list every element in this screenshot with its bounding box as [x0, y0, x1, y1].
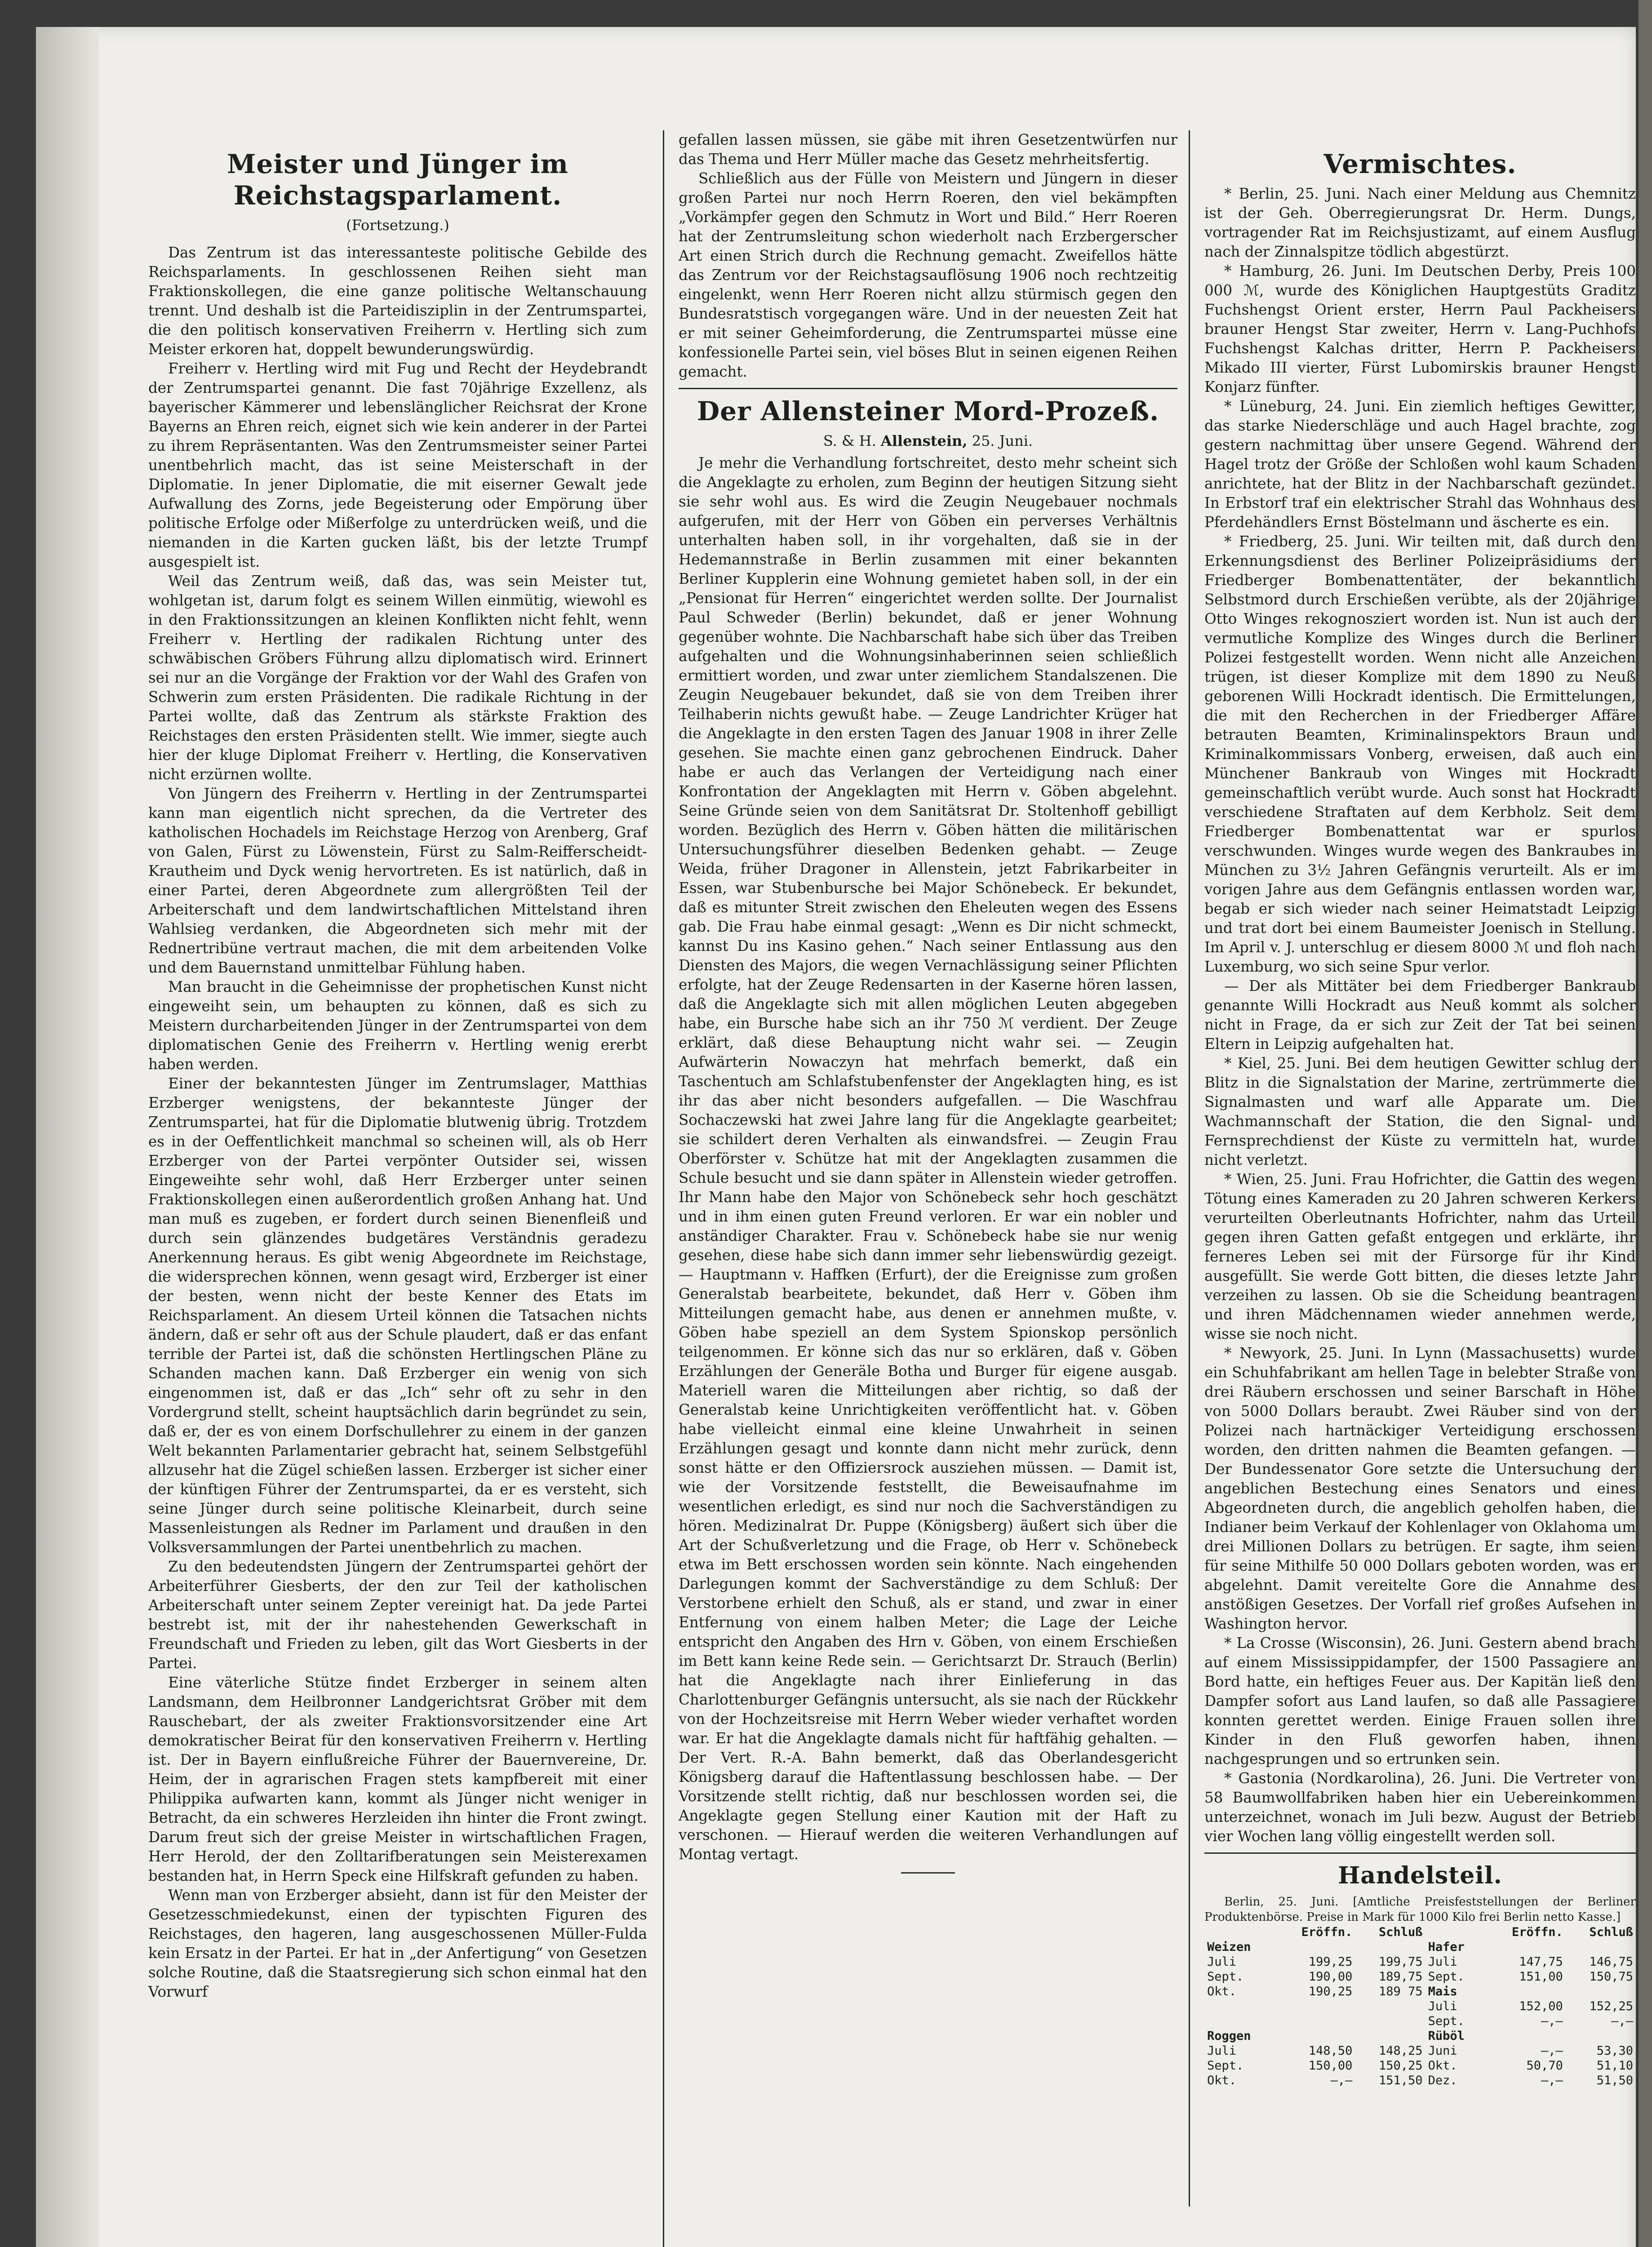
month-label: Sept.: [1428, 2014, 1465, 2028]
newspaper-page: [36, 27, 1636, 2247]
col-header-schluss: Schluß: [1379, 1925, 1423, 1939]
page-edge: [1639, 0, 1652, 2247]
month-label: Okt.: [1207, 2074, 1237, 2087]
paragraph: Weil das Zentrum weiß, daß das, was sein Meister tut, wohlgetan ist, darum folgt es seinem Willen einmütig, wiewohl es in den Fraktionssitzungen an kleinen Konflikten nicht fehlt, wenn Freiherr v. Hertling der radikalen Richtung unter des schwäbischen Gröbers Führung allzu diplomatisch wird. Erinnert sei nur an die Vorgänge der Fraktion vor der Wahl des Grafen von Schwerin zum ersten Präsidenten. Die radikale Richtung in der Partei wollte, daß das Zentrum als stärkste Fraktion des Reichstages den ersten Präsidenten stellt. Wie immer, siegte auch hier der kluge Diplomat Freiherr v. Hertling, die Konservativen nicht erzürnen wollte.: [148, 573, 647, 783]
price-close: [1355, 1999, 1425, 2014]
month-label: Juli: [1428, 1999, 1457, 2013]
article-subtitle: (Fortsetzung.): [346, 217, 449, 234]
col-header-eroeffn: Eröffn.: [1512, 1925, 1563, 1939]
market-row: [1204, 1940, 1636, 1954]
price-open: [1485, 1940, 1566, 1954]
news-item: * Kiel, 25. Juni. Bei dem heutigen Gewitter schlug der Blitz in die Signalstation der Marine, zertrümmerte die Signalmasten und warf alle Apparate um. Die Wachmannschaft der Station, die den Signal- und Fernsprechdienst der Küste zu vermitteln hat, wurde nicht verletzt.: [1204, 1055, 1636, 1168]
price-close: [1566, 2029, 1636, 2043]
month-label: Juli: [1428, 1955, 1457, 1969]
price-open: [1275, 1940, 1355, 1954]
price-close: 53,30: [1596, 2044, 1633, 2058]
month-label: Sept.: [1207, 1970, 1244, 1984]
price-open: —,—: [1330, 2074, 1353, 2087]
price-open: 148,50: [1308, 2044, 1353, 2058]
market-row: [1204, 2058, 1636, 2073]
paragraph: Man braucht in die Geheimnisse der prophetischen Kunst nicht eingeweiht sein, um behaupten zu können, daß es sich zu Meistern durcharbeitenden Jünger in der Zentrumspartei von dem diplomatischen Genie des Freiherrn v. Hertling wenig ererbt haben werden.: [148, 978, 647, 1073]
market-header-row: [1204, 1925, 1636, 1940]
market-row: [1204, 2043, 1636, 2058]
market-table: [1204, 1925, 1636, 2088]
end-rule: [901, 1872, 955, 1874]
column-2: [679, 130, 1177, 1882]
news-item: * Lüneburg, 24. Juni. Ein ziemlich heftiges Gewitter, das starke Niederschläge und auch Hagel brachte, zog gestern nachmittag über unsere Gegend. Während der Hagel trotz der Größe der Schloßen wohl kaum Schaden anrichtete, hat der Blitz in der Nachbarschaft gezündet. In Erbstorf traf ein elektrischer Strahl das Wohnhaus des Pferdehändlers Ernst Böstelmann und äscherte es ein.: [1204, 398, 1636, 531]
month-label: Okt.: [1428, 2059, 1457, 2073]
price-open: [1275, 2014, 1355, 2029]
market-row: [1204, 1954, 1636, 1969]
section-separator: [1204, 1852, 1636, 1854]
price-close: [1566, 1940, 1636, 1954]
market-headline: Handelsteil.: [1338, 1862, 1502, 1889]
article-headline-meister: Meister und Jünger im Reichstagsparlament.: [227, 149, 568, 211]
commodity-label: Mais: [1428, 1985, 1457, 1998]
month-label: Sept.: [1428, 1970, 1465, 1984]
market-row: [1204, 2014, 1636, 2029]
dateline-agency: S. & H.: [823, 432, 876, 449]
col-header-schluss: Schluß: [1589, 1925, 1633, 1939]
price-close: 148,25: [1379, 2044, 1423, 2058]
price-close: [1355, 1940, 1425, 1954]
price-open: [1275, 1999, 1355, 2014]
price-close: 150,75: [1589, 1970, 1633, 1984]
article-headline-vermischtes: Vermischtes.: [1323, 149, 1517, 179]
price-close: 51,10: [1596, 2059, 1633, 2073]
month-label: Sept.: [1207, 2059, 1244, 2073]
paragraph: Schließlich aus der Fülle von Meistern und Jüngern in dieser großen Partei nur noch Herrn Roeren, den viel bekämpften „Vorkämpfer gegen den Schmutz in Wort und Bild.“ Herr Roeren hat der Zentrumsleitung schon wiederholt nach Erzbergerscher Art einen Strich durch die Rechnung gemacht. Zweifellos hätte das Zentrum vor der Reichstagsauflösung 1906 noch rechtzeitig eingelenkt, wenn Herr Roeren nicht allzu stürmisch gegen den Bundesratstisch vorgegangen wäre. Und in der neuesten Zeit hat er mit seiner Geheimforderung, die Zentrumspartei müsse eine konfessionelle Partei sein, viel böses Blut in seinen eigenen Reihen gemacht.: [679, 170, 1177, 380]
price-close: 146,75: [1589, 1955, 1633, 1969]
price-open: 151,00: [1519, 1970, 1563, 1984]
news-item: * Wien, 25. Juni. Frau Hofrichter, die Gattin des wegen Tötung eines Kameraden zu 20 Jahren schweren Kerkers verurteilten Oberleutnants Hofrichter, nahm das Urteil gegen ihren Gatten gefaßt entgegen und erklärte, ihr ferneres Leben sei mit der Fürsorge für ihr Kind ausgefüllt. Sie werde Gott bitten, die dieses letzte Jahr verzeihen zu lassen. Ob sie die Scheidung beantragen und ihren Mädchennamen wieder annehmen werde, wisse sie noch nicht.: [1204, 1171, 1636, 1342]
news-item: * La Crosse (Wisconsin), 26. Juni. Gestern abend brach auf einem Mississippidampfer, der 1500 Passagiere an Bord hatte, ein heftiges Feuer aus. Der Kapitän ließ den Dampfer sofort aus Land laufen, so daß alle Passagiere konnten gerettet werden. Einige Frauen sollen ihre Kinder in den Fluß geworfen haben, ihnen nachgesprungen und so ertrunken sein.: [1204, 1634, 1636, 1767]
price-open: 50,70: [1526, 2059, 1563, 2073]
market-intro: Berlin, 25. Juni. [Amtliche Preisfeststellungen der Berliner Produktenbörse. Preise in Mark für 1000 Kilo frei Berlin netto Kasse.]: [1204, 1895, 1636, 1924]
commodity-label: Weizen: [1207, 1940, 1251, 1954]
price-open: —,—: [1541, 2044, 1563, 2058]
paragraph: gefallen lassen müssen, sie gäbe mit ihren Gesetzentwürfen nur das Thema und Herr Müller mache das Gesetz mehrheitsfertig.: [679, 131, 1177, 168]
month-label: Juli: [1207, 2044, 1237, 2058]
commodity-label: Roggen: [1207, 2029, 1251, 2043]
month-label: [1204, 2014, 1275, 2029]
dateline-place: Allenstein,: [880, 432, 968, 449]
market-row: [1204, 1999, 1636, 2014]
news-item: * Gastonia (Nordkarolina), 26. Juni. Die Vertreter von 58 Baumwollfabriken haben hier ein Uebereinkommen unterzeichnet, wonach im Juli bezw. August der Betrieb vier Wochen lang völlig eingestellt werden soll.: [1204, 1770, 1636, 1845]
price-close: —,—: [1611, 2014, 1633, 2028]
paragraph: Wenn man von Erzberger absieht, dann ist für den Meister der Gesetzesschmiedekunst, einen der typischten Figuren des Reichstages, den hageren, lang ausgeschossenen Müller-Fulda kein Ersatz in der Partei. Er hat in „der Anfertigung“ von Gesetzen solche Routine, daß die Staatsregierung sich schon einmal hat den Vorwurf: [148, 1887, 647, 2000]
price-close: [1355, 2014, 1425, 2029]
column-rule: [663, 130, 664, 2247]
news-item: * Berlin, 25. Juni. Nach einer Meldung aus Chemnitz ist der Geh. Oberregierungsrat Dr. Herm. Dungs, vortragender Rat im Reichsjustizamt, auf einem Ausflug nach der Zinnalspitze tödlich abgestürzt.: [1204, 185, 1636, 260]
price-open: [1485, 1984, 1566, 1999]
paragraph: Einer der bekanntesten Jünger im Zentrumslager, Matthias Erzberger wenigstens, der bekannteste Jünger der Zentrumspartei, hat für die Diplomatie blutwenig übrig. Trotzdem es in der Oeffentlichkeit manchmal so scheinen will, als ob Herr Erzberger von der Partei verpönter Outsider sei, wissen Eingeweihte sehr wohl, daß Herr Erzberger unter seinen Fraktionskollegen einen außerordentlich großen Anhang hat. Und man muß es zugeben, er fordert durch seinen Bienenfleiß und durch sein glänzendes budgetäres Verständnis geradezu Anerkennung heraus. Es gibt wenig Abgeordnete im Reichstage, die widersprechen können, wenn gesagt wird, Erzberger ist einer der besten, wenn nicht der beste Kenner des Etats im Reichsparlament. An diesem Urteil können die Tatsachen nichts ändern, daß er sehr oft aus der Schule plaudert, daß er das enfant terrible der Partei ist, daß die schönsten Hertlingschen Pläne zu Schanden machen kann. Daß Erzberger ein wenig von sich eingenommen ist, daß er das „Ich“ sehr oft zu sehr in den Vordergrund stellt, scheint hauptsächlich darin begründet zu sein, daß er, der es von einem Dorfschullehrer zu einem in der ganzen Welt bekannten Parlamentarier gebracht hat, seinem Selbstgefühl allzusehr hat die Zügel schießen lassen. Erzberger ist sicher einer der künftigen Führer der Zentrumspartei, da er es versteht, sich seine Jünger durch seine politische Kleinarbeit, durch seine Massenleistungen als Redner im Parlament und draußen in den Volksversammlungen der Partei unentbehrlich zu machen.: [148, 1075, 647, 1556]
paragraph: Das Zentrum ist das interessanteste politische Gebilde des Reichsparlaments. In geschlossenen Reihen sieht man Fraktionskollegen, die eine ganze politische Weltanschauung trennt. Und deshalb ist die Parteidisziplin in der Zentrumspartei, die den politisch konservativen Freiherrn v. Hertling sich zum Meister erkoren hat, doppelt bewunderungswürdig.: [148, 244, 647, 358]
price-close: 151,50: [1379, 2074, 1423, 2087]
col-header-eroeffn: Eröffn.: [1301, 1925, 1353, 1939]
market-row: [1204, 1984, 1636, 1999]
price-open: 190,25: [1308, 1985, 1353, 1998]
paragraph: Freiherr v. Hertling wird mit Fug und Recht der Heydebrandt der Zentrumspartei genannt. Die fast 70jährige Exzellenz, als bayerischer Kämmerer und lebenslänglicher Reichsrat der Krone Bayerns an Ehren reich, eignet sich wie kein anderer in der Partei zu ihrem Repräsentanten. Was den Zentrumsmeister seiner Partei unentbehrlich macht, das ist seine Meisterschaft in der Diplomatie. In jener Diplomatie, die mit eiserner Gewalt jede Aufwallung des Zorns, jede Begeisterung oder Empörung über politische Erfolge oder Mißerfolge zu unterdrücken weiß, und die niemanden in die Karten gucken läßt, bis der letzte Trumpf ausgespielt ist.: [148, 360, 647, 570]
news-item: * Newyork, 25. Juni. In Lynn (Massachusetts) wurde ein Schuhfabrikant am hellen Tage in belebter Straße von drei Räubern erschossen und seiner Barschaft in Höhe von 5000 Dollars beraubt. Zwei Räuber sind von der Polizei nach hartnäckiger Verteidigung erschossen worden, den dritten nahmen die Beamten gefangen. — Der Bundessenator Gore setzte die Untersuchung der angeblichen Bestechung eines Senators und eines Abgeordneten durch, die angeblich geholfen haben, die Indianer beim Verkauf der Kohlenlager von Oklahoma um drei Millionen Dollars zu betrügen. Er sagte, ihm seien für seine Mithilfe 50 000 Dollars geboten worden, was er abgelehnt. Damit vereitelte Gore die Annahme des anstößigen Gesetzes. Der Vorfall rief großes Aufsehen in Washington hervor.: [1204, 1345, 1636, 1632]
market-row: [1204, 1969, 1636, 1984]
paragraph: Zu den bedeutendsten Jüngern der Zentrumspartei gehört der Arbeiterführer Giesberts, der den zur Teil der katholischen Arbeiterschaft unter seinem Zepter vereinigt hat. Da jede Partei bestrebt ist, mit der ihr nahestehenden Gewerkschaft in Freundschaft und Frieden zu leben, gilt das Wort Giesberts in der Partei.: [148, 1558, 647, 1672]
month-label: Juni: [1428, 2044, 1457, 2058]
commodity-label: Rüböl: [1428, 2029, 1465, 2043]
price-open: 152,00: [1519, 1999, 1563, 2013]
dateline-date: 25. Juni.: [972, 432, 1033, 449]
commodity-label: Hafer: [1428, 1940, 1465, 1954]
paragraph: Von Jüngern des Freiherrn v. Hertling in der Zentrumspartei kann man eigentlich nicht sprechen, da die Vertreter des katholischen Hochadels im Reichstage Herzog von Arenberg, Graf von Galen, Fürst zu Löwenstein, Fürst zu Salm-Reifferscheidt-Krautheim und Dyck wenig hervortreten. Es ist natürlich, daß in einer Partei, deren Abgeordnete zum allergrößten Teil der Arbeiterschaft und dem landwirtschaftlichen Mittelstand ihren Wahlsieg verdanken, die Abgeordneten sich mehr mit der Rednertribüne vertraut machen, die mit dem arbeitenden Volke und dem Bauernstand unmittelbar Fühlung haben.: [148, 785, 647, 976]
price-close: [1566, 1984, 1636, 1999]
price-open: 190,00: [1308, 1970, 1353, 1984]
price-close: [1355, 2029, 1425, 2043]
page-gutter: [36, 27, 99, 2247]
price-open: 150,00: [1308, 2059, 1353, 2073]
column-rule: [1189, 130, 1190, 2207]
news-item: — Der als Mittäter bei dem Friedberger Bankraub genannte Willi Hockradt aus Neuß kommt als solcher nicht in Frage, da er sich zur Zeit der Tat bei seinen Eltern in Leipzig aufgehalten hat.: [1204, 977, 1636, 1052]
dateline: [679, 431, 1177, 451]
month-label: Dez.: [1428, 2074, 1457, 2087]
price-close: 189,75: [1379, 1970, 1423, 1984]
month-label: Okt.: [1207, 1985, 1237, 1998]
month-label: [1204, 1999, 1275, 2014]
price-open: [1485, 2029, 1566, 2043]
column-3: [1204, 130, 1636, 2088]
market-row: [1204, 2073, 1636, 2088]
price-close: 51,50: [1596, 2074, 1633, 2087]
price-open: —,—: [1541, 2014, 1563, 2028]
price-open: [1275, 2029, 1355, 2043]
news-item: * Hamburg, 26. Juni. Im Deutschen Derby, Preis 100 000 ℳ, wurde des Königlichen Hauptgestüts Graditz Fuchshengst Orient erster, Herrn Paul Packheisers brauner Hengst Star zweiter, Herrn v. Lang-Puchhofs Fuchshengst Kalchas dritter, Herrn P. Packheisers Mikado III vierter, Fürst Lubomirskis brauner Hengst Konjarz fünfter.: [1204, 262, 1636, 395]
price-open: —,—: [1541, 2074, 1563, 2087]
market-row: [1204, 2029, 1636, 2043]
price-open: 199,25: [1308, 1955, 1353, 1969]
paragraph: Eine väterliche Stütze findet Erzberger in seinem alten Landsmann, dem Heilbronner Landgerichtsrat Gröber mit dem Rauschebart, der als zweiter Fraktionsvorsitzender eine Art demokratischer Beirat für den konservativen Freiherrn v. Hertling ist. Der in Bayern einflußreiche Führer der Bauernvereine, Dr. Heim, der in agrarischen Fragen stets kampfbereit mit einer Philippika aufwarten kann, kommt als Jünger nicht weniger in Betracht, da ein schweres Herzleiden ihn hinter die Front zwingt. Darum freut sich der greise Meister in wirtschaftlichen Fragen, Herr Herold, der den Zolltarifberatungen sein Meisterexamen bestanden hat, in Herrn Speck eine Hilfskraft gefunden zu haben.: [148, 1674, 647, 1884]
paragraph: Je mehr die Verhandlung fortschreitet, desto mehr scheint sich die Angeklagte zu erholen, zum Beginn der heutigen Sitzung sieht sie sehr wohl aus. Es wird die Zeugin Neugebauer nochmals aufgerufen, mit der Herr von Göben ein perverses Verhältnis unterhalten haben soll, in ihr vorgehalten, daß sie in der Hedemannstraße in Berlin zusammen mit einer bekannten Berliner Kupplerin eine Wohnung gemietet haben soll, in der ein „Pensionat für Herren“ eingerichtet werden sollte. Der Journalist Paul Schweder (Berlin) bekundet, daß er jener Wohnung gegenüber wohnte. Die Nachbarschaft habe sich über das Treiben aufgehalten und die Wohnungsinhaberinnen seien schließlich ermittiert worden, und zwar unter ziemlichem Standalszenen. Die Zeugin Neugebauer bekundet, daß sie von dem Treiben ihrer Teilhaberin nichts gewußt habe. — Zeuge Landrichter Krüger hat die Angeklagte in den ersten Tagen des Januar 1908 in ihrer Zelle gesehen. Sie machte einen ganz gebrochenen Eindruck. Daher habe er auch das Verlangen der Verteidigung nach einer Konfrontation der Angeklagten mit Herrn v. Göben abgelehnt. Seine Gründe seien von dem Sanitätsrat Dr. Stoltenhoff gebilligt worden. Bezüglich des Herrn v. Göben hätten die militärischen Untersuchungsführer dieselben Bedenken gehabt. — Zeuge Weida, früher Dragoner in Allenstein, jetzt Fabrikarbeiter in Essen, war Stubenbursche bei Major Schönebeck. Er bekundet, daß es mitunter Streit zwischen den Eheleuten wegen des Essens gab. Die Frau habe einmal gesagt: „Wenn es Dir nicht schmeckt, kannst Du ins Kasino gehen.“ Nach seiner Entlassung aus den Diensten des Majors, die wegen Vernachlässigung seiner Pflichten erfolgte, hat der Zeuge Redensarten in der Kaserne hören lassen, daß die Angeklagte sich mit allen möglichen Leuten abgegeben habe, ein Bursche habe sich an ihr 750 ℳ verdient. Der Zeuge erklärt, daß diese Behauptung nicht wahr sei. — Zeugin Aufwärterin Nowaczyn hat mehrfach bemerkt, daß ein Taschentuch am Schlafstubenfenster der Angeklagten hing, es ist ihr das aber nicht besonders aufgefallen. — Die Waschfrau Sochaczewski hat zwei Jahre lang für die Angeklagte gearbeitet; sie schildert deren Verhalten als einwandsfrei. — Zeugin Frau Oberförster v. Schütze hat mit der Angeklagten zusammen die Schule besucht und sie dann später in Allenstein wieder getroffen. Ihr Mann habe den Major von Schönebeck sehr hoch geschätzt und in ihm einen guten Freund verloren. Er war ein nobler und anständiger Charakter. Frau v. Schönebeck habe sie nur wenig gesehen, diese habe sich dann immer sehr liebenswürdig gezeigt. — Hauptmann v. Haffken (Erfurt), der die Ereignisse zum großen Generalstab bearbeitete, bekundet, daß Herr v. Göben ihm Mitteilungen gemacht habe, aus denen er annehmen mußte, v. Göben habe speziell an dem System Spionskop persönlich teilgenommen. Er könne sich das nur so erklären, daß v. Göben Erzählungen der Generäle Botha und Burger für eigene ausgab. Materiell waren die Mitteilungen aber richtig, so daß der Generalstab keine Unrichtigkeiten veröffentlicht hat. v. Göben habe vielleicht einmal eine kleine Unwahrheit in seinen Erzählungen gesagt und konnte dann nicht mehr zurück, denn sonst hätte er den Offiziersrock ausziehen müssen. — Damit ist, wie der Vorsitzende feststellt, die Beweisaufnahme im wesentlichen erledigt, es sind nur noch die Sachverständigen zu hören. Medizinalrat Dr. Puppe (Königsberg) äußert sich über die Art der Schußverletzung und die Frage, ob Herr v. Schönebeck etwa im Bett erschossen worden sein könnte. Nach eingehenden Darlegungen kommt der Sachverständige zu dem Schluß: Der Verstorbene erhielt den Schuß, als er stand, und zwar in einer Entfernung von einem halben Meter; die Lage der Leiche entspricht den Angaben des Hrn v. Göben, von einem Erschießen im Bett kann keine Rede sein. — Gerichtsarzt Dr. Strauch (Berlin) hat die Angeklagte nach ihrer Einlieferung in das Charlottenburger Gefängnis untersucht, als sie nach der Rückkehr von der Hochzeitsreise mit Herrn Weber wieder verhaftet worden war. Er hat die Angeklagte damals nicht für haftfähig gehalten. — Der Vert. R.-A. Bahn bemerkt, daß das Oberlandesgericht Königsberg darauf die Haftentlassung beschlossen habe. — Der Vorsitzende stellt richtig, daß nur beschlossen worden sei, die Angeklagte gegen Stellung einer Kaution mit der Haft zu verschonen. — Hierauf werden die weiteren Verhandlungen auf Montag vertagt.: [679, 454, 1177, 1863]
column-1: [148, 130, 647, 2002]
article-headline-mordprozess: Der Allensteiner Mord-Prozeß.: [697, 396, 1159, 426]
price-close: 150,25: [1379, 2059, 1423, 2073]
price-close: 152,25: [1589, 1999, 1633, 2013]
article-separator: [679, 388, 1177, 389]
price-open: 147,75: [1519, 1955, 1563, 1969]
month-label: Juli: [1207, 1955, 1237, 1969]
price-close: 199,75: [1379, 1955, 1423, 1969]
news-item: * Friedberg, 25. Juni. Wir teilten mit, daß durch den Erkennungsdienst des Berliner Polizeipräsidiums der Friedberger Bombenattentäter, der bekanntlich Selbstmord durch Erschießen verübte, als der 20jährige Otto Winges rekognosziert worden ist. Nun ist auch der vermutliche Komplize des Winges durch die Berliner Polizei festgestellt worden. Wenn nicht alle Anzeichen trügen, ist dieser Komplize mit dem 1890 zu Neuß geborenen Willi Hockradt identisch. Die Ermittelungen, die mit den Recherchen in der Friedberger Affäre betrauten Beamten, Kriminalinspektors Braun und Kriminalkommissars Vonberg, erweisen, daß auch ein Münchener Bankraub von Winges mit Hockradt gemeinschaftlich verübt wurde. Auch sonst hat Hockradt verschiedene Straftaten auf dem Kerbholz. Seit dem Friedberger Bombenattentat war er spurlos verschwunden. Winges wurde wegen des Bankraubes in München zu 3½ Jahren Gefängnis verurteilt. Als er im vorigen Jahre aus dem Gefängnis entlassen worden war, begab er sich wieder nach seiner Heimatstadt Leipzig und trat dort bei einem Baumeister Joenisch in Stellung. Im April v. J. unterschlug er diesem 8000 ℳ und floh nach Luxemburg, wo sich seine Spur verlor.: [1204, 533, 1636, 975]
price-close: 189 75: [1379, 1985, 1423, 1998]
